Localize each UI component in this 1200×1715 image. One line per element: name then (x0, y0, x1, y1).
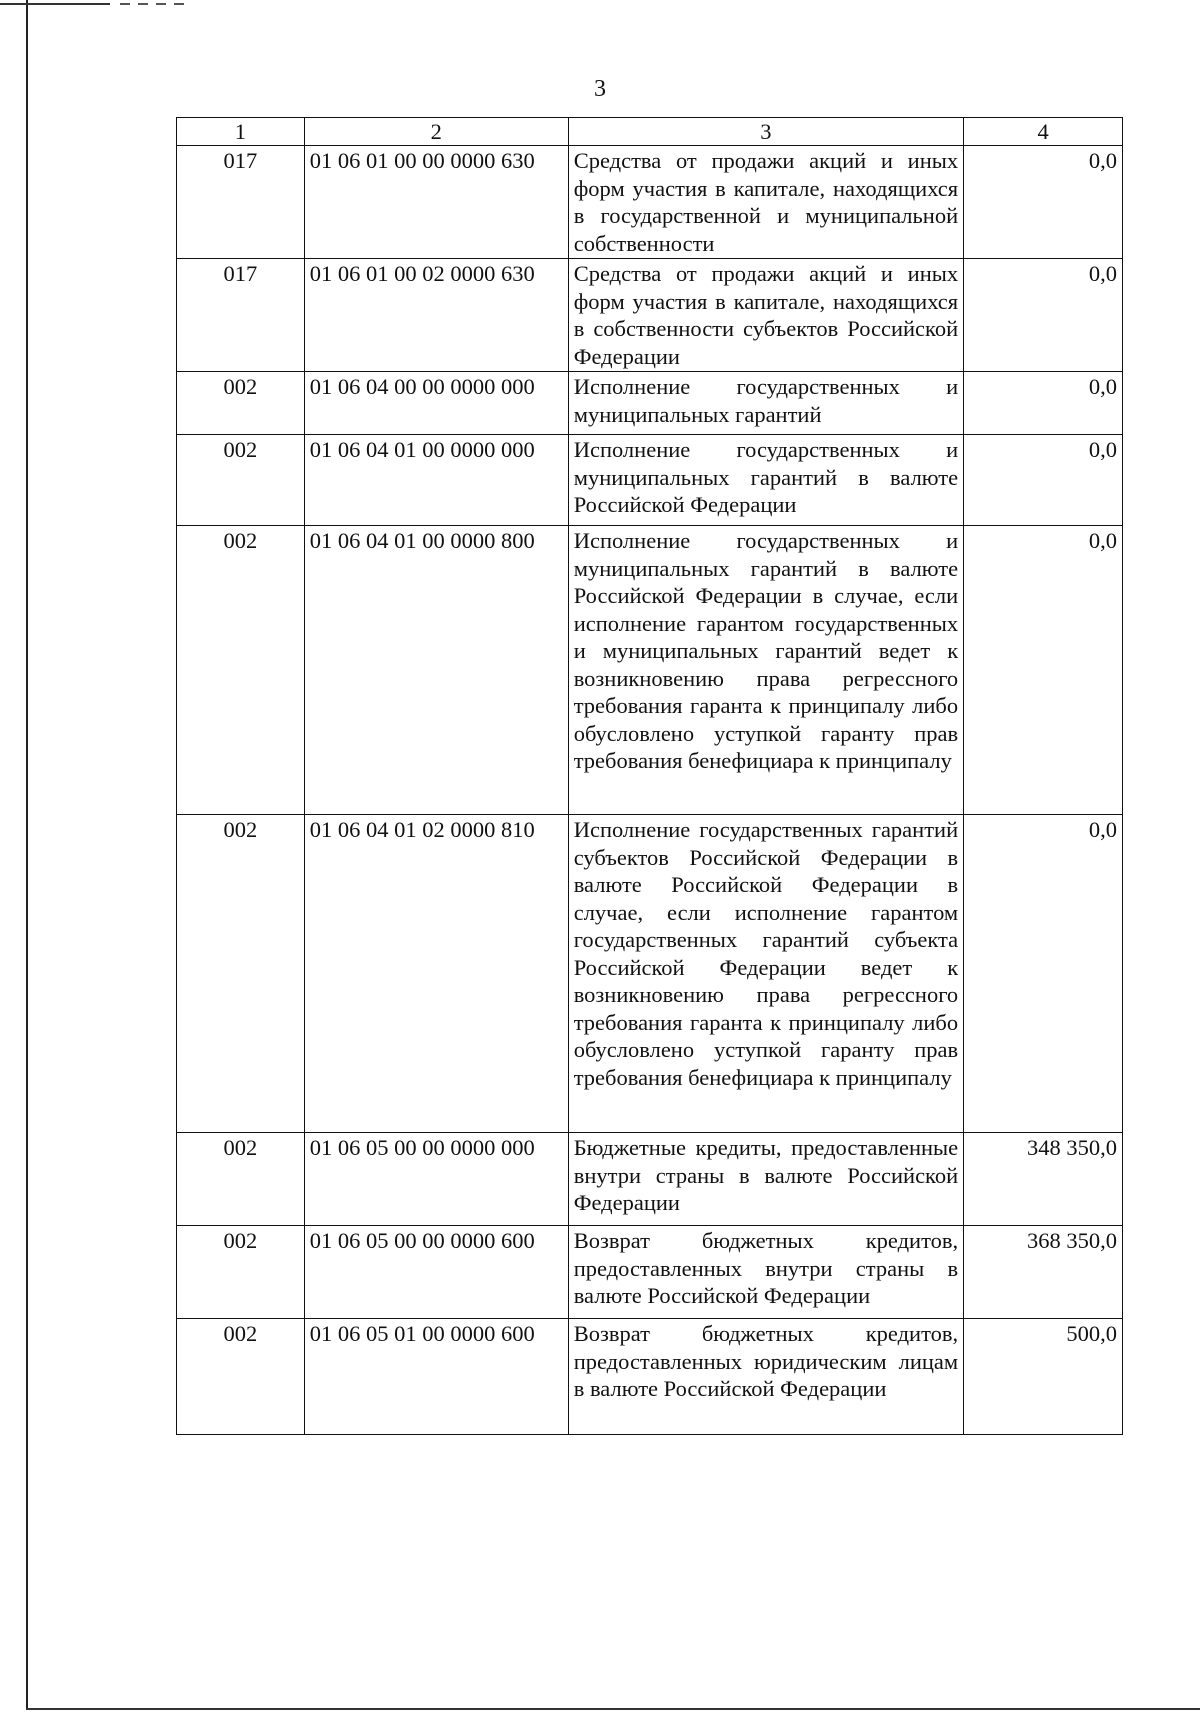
table-row (177, 526, 1123, 815)
admin-code-cell: 002 (177, 815, 305, 1133)
page-number: 3 (594, 76, 606, 102)
description-cell: Возврат бюджетных кредитов, предоставленных внутри страны в валюте Российской Федерации (568, 1226, 963, 1319)
page-frame-bottom-line (26, 1708, 1200, 1710)
description-cell: Возврат бюджетных кредитов, предоставленных юридическим лицам в валюте Российской Федерации (568, 1319, 963, 1435)
classification-code-cell: 01 06 04 01 02 0000 810 (304, 815, 568, 1133)
description-cell: Исполнение государственных и муниципальных гарантий в валюте Российской Федерации в случае, если исполнение гарантом государственных и муниципальных гарантий ведет к возникновению права регрессного требования гаранта к принципалу либо обусловлено уступкой гаранту прав требования бенефициара к принципалу (568, 526, 963, 815)
admin-code-cell: 002 (177, 1319, 305, 1435)
description-cell: Средства от продажи акций и иных форм участия в капитале, находящихся в государственной и муниципальной собственности (568, 146, 963, 259)
table-header-row (177, 118, 1123, 146)
admin-code-cell: 002 (177, 1226, 305, 1319)
classification-code-cell: 01 06 05 01 00 0000 600 (304, 1319, 568, 1435)
description-cell: Исполнение государственных и муниципальных гарантий в валюте Российской Федерации (568, 435, 963, 526)
table-row (177, 1226, 1123, 1319)
budget-sources-table (176, 117, 1123, 1435)
table-row (177, 435, 1123, 526)
classification-code-cell: 01 06 04 00 00 0000 000 (304, 372, 568, 435)
classification-code-cell: 01 06 01 00 02 0000 630 (304, 259, 568, 372)
table-row (177, 815, 1123, 1133)
admin-code-cell: 017 (177, 146, 305, 259)
amount-cell: 348 350,0 (964, 1133, 1123, 1226)
admin-code-cell: 017 (177, 259, 305, 372)
column-header-4: 4 (964, 118, 1123, 146)
classification-code-cell: 01 06 04 01 00 0000 800 (304, 526, 568, 815)
column-header-3: 3 (568, 118, 963, 146)
description-cell: Исполнение государственных гарантий субъектов Российской Федерации в валюте Российской Федерации в случае, если исполнение гарантом государственных гарантий субъекта Российской Федерации ведет к возникновению права регрессного требования гаранта к принципалу либо обусловлено уступкой гаранту прав требования бенефициара к принципалу (568, 815, 963, 1133)
admin-code-cell: 002 (177, 435, 305, 526)
column-header-1: 1 (177, 118, 305, 146)
table-row (177, 372, 1123, 435)
admin-code-cell: 002 (177, 372, 305, 435)
page-frame-top-line (0, 3, 110, 5)
table-row (177, 1133, 1123, 1226)
amount-cell: 368 350,0 (964, 1226, 1123, 1319)
page-frame-top-dash (120, 3, 190, 5)
table-row (177, 1319, 1123, 1435)
amount-cell: 0,0 (964, 372, 1123, 435)
amount-cell: 0,0 (964, 526, 1123, 815)
admin-code-cell: 002 (177, 1133, 305, 1226)
description-cell: Бюджетные кредиты, предоставленные внутри страны в валюте Российской Федерации (568, 1133, 963, 1226)
table-row (177, 259, 1123, 372)
amount-cell: 0,0 (964, 815, 1123, 1133)
description-cell: Исполнение государственных и муниципальных гарантий (568, 372, 963, 435)
column-header-2: 2 (304, 118, 568, 146)
amount-cell: 0,0 (964, 259, 1123, 372)
amount-cell: 500,0 (964, 1319, 1123, 1435)
admin-code-cell: 002 (177, 526, 305, 815)
classification-code-cell: 01 06 05 00 00 0000 000 (304, 1133, 568, 1226)
table-row (177, 146, 1123, 259)
amount-cell: 0,0 (964, 146, 1123, 259)
description-cell: Средства от продажи акций и иных форм участия в капитале, находящихся в собственности субъектов Российской Федерации (568, 259, 963, 372)
classification-code-cell: 01 06 05 00 00 0000 600 (304, 1226, 568, 1319)
amount-cell: 0,0 (964, 435, 1123, 526)
page-frame-left-line (26, 0, 28, 1710)
classification-code-cell: 01 06 01 00 00 0000 630 (304, 146, 568, 259)
classification-code-cell: 01 06 04 01 00 0000 000 (304, 435, 568, 526)
